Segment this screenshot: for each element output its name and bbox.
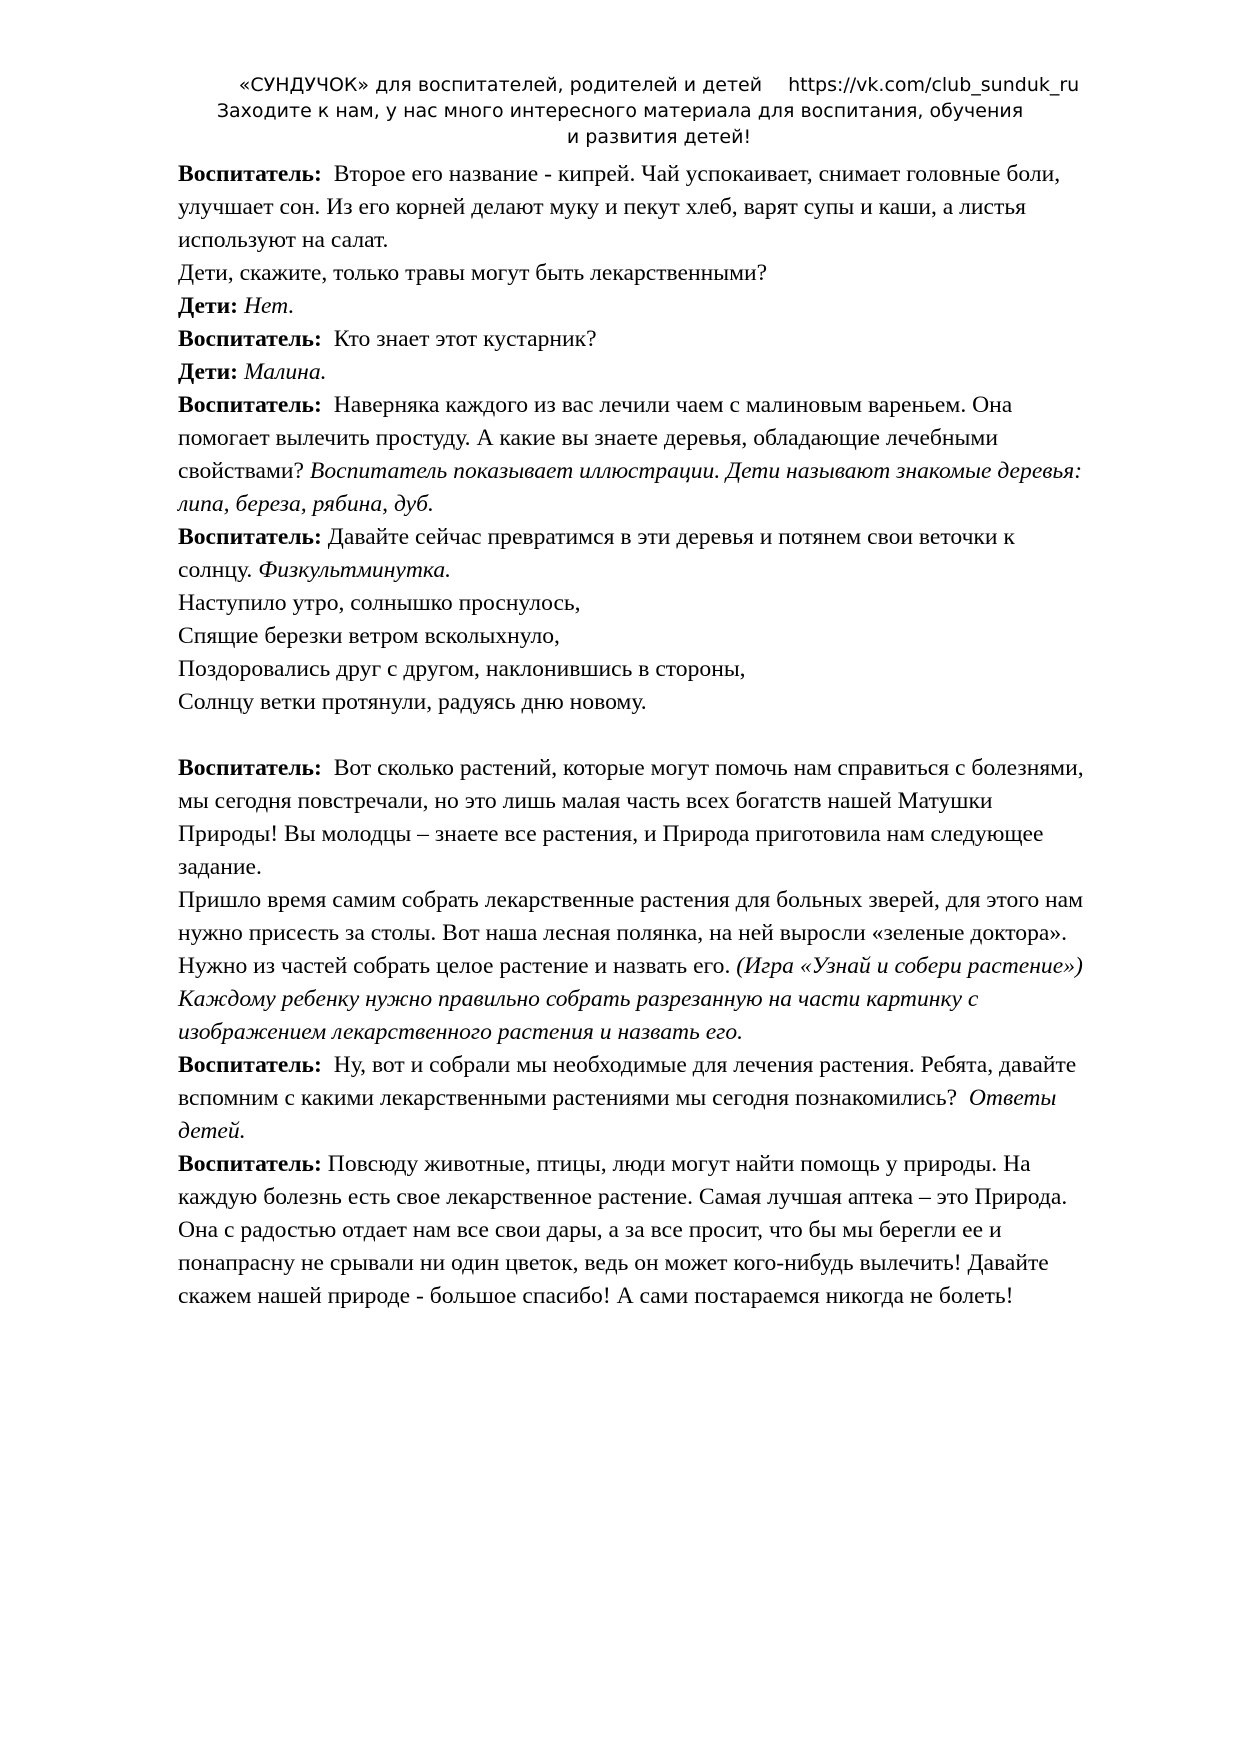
- text-line: [178, 323, 1168, 356]
- text-line: [178, 1049, 1168, 1082]
- line-text: Давайте сейчас превратимся в эти деревья и потянем свои веточки к: [327, 524, 1015, 550]
- poem-line: Поздоровались друг с другом, наклонившись в стороны,: [178, 656, 746, 682]
- line-text: Кто знает этот кустарник?: [333, 326, 597, 352]
- paragraph: [178, 356, 1168, 389]
- paragraph: [178, 257, 1168, 290]
- speaker-label: Воспитатель:: [178, 326, 322, 352]
- blank-line: [178, 719, 1168, 752]
- text-line: [178, 752, 1168, 785]
- page-header: [0, 72, 1240, 150]
- document-body: [178, 158, 1168, 1313]
- stage-direction: Ответы: [968, 1085, 1057, 1111]
- paragraph: [178, 323, 1168, 356]
- text-line: понапрасну не срывали ни один цветок, ведь он может кого-нибудь вылечить! Давайте: [178, 1250, 1049, 1276]
- text-line: [178, 356, 1168, 389]
- stage-direction: изображением лекарственного растения и назвать его.: [178, 1019, 744, 1045]
- paragraph: [178, 1049, 1168, 1148]
- text-line: нужно присесть за столы. Вот наша лесная полянка, на ней выросли «зеленые доктора».: [178, 920, 1068, 946]
- stage-direction: Каждому ребенку нужно правильно собрать разрезанную на части картинку с: [178, 986, 979, 1012]
- paragraph: [178, 521, 1168, 587]
- text-line: Она с радостью отдает нам все свои дары, а за все просит, что бы мы берегли ее и: [178, 1217, 1002, 1243]
- stage-direction: (Игра «Узнай и собери растение»): [736, 953, 1083, 979]
- speaker-label: Дети:: [178, 293, 239, 319]
- stage-direction: Физкультминутка.: [258, 557, 452, 583]
- speaker-label: Дети:: [178, 359, 239, 385]
- text-line: помогает вылечить простуду. А какие вы знаете деревья, обладающие лечебными: [178, 425, 998, 451]
- text-line: [178, 521, 1168, 554]
- header-line-2: Заходите к нам, у нас много интересного материала для воспитания, обучения: [216, 100, 1024, 122]
- header-site-name: «СУНДУЧОК» для воспитателей, родителей и детей: [238, 74, 763, 96]
- text-line: улучшает сон. Из его корней делают муку и пекут хлеб, варят супы и каши, а листья: [178, 194, 1026, 220]
- poem-line: Спящие березки ветром всколыхнуло,: [178, 623, 560, 649]
- paragraph: [178, 1148, 1168, 1313]
- speaker-label: Воспитатель:: [178, 161, 322, 187]
- speaker-label: Воспитатель:: [178, 755, 322, 781]
- poem-line: Солнцу ветки протянули, радуясь дню новому.: [178, 689, 647, 715]
- text-line: каждую болезнь есть свое лекарственное растение. Самая лучшая аптека – это Природа.: [178, 1184, 1068, 1210]
- text-line: [178, 554, 1168, 587]
- text-line: [178, 158, 1168, 191]
- text-line: [178, 290, 1168, 323]
- speaker-label: Воспитатель:: [178, 392, 322, 418]
- text-line: [178, 1082, 1168, 1115]
- speaker-label: Воспитатель:: [178, 1151, 322, 1177]
- text-line: [178, 1148, 1168, 1181]
- text-line: [178, 455, 1168, 488]
- paragraph: [178, 158, 1168, 257]
- answer-text: Малина.: [243, 359, 327, 385]
- speaker-label: Воспитатель:: [178, 524, 322, 550]
- line-text: Ну, вот и собрали мы необходимые для лечения растения. Ребята, давайте: [333, 1052, 1077, 1078]
- header-line-3: и развития детей!: [566, 126, 752, 148]
- line-text: Наверняка каждого из вас лечили чаем с малиновым вареньем. Она: [333, 392, 1013, 418]
- line-text: солнцу.: [178, 557, 253, 583]
- paragraph: [178, 752, 1168, 884]
- header-line-1: [0, 72, 1240, 98]
- text-line: скажем нашей природе - большое спасибо! А сами постараемся никогда не болеть!: [178, 1283, 1014, 1309]
- line-text: Вот сколько растений, которые могут помочь нам справиться с болезнями,: [333, 755, 1084, 781]
- line-text: Повсюду животные, птицы, люди могут найти помощь у природы. На: [327, 1151, 1031, 1177]
- paragraph: [178, 290, 1168, 323]
- line-text: свойствами?: [178, 458, 304, 484]
- stage-direction: детей.: [178, 1118, 246, 1144]
- text-line: Природы! Вы молодцы – знаете все растения, и Природа приготовила нам следующее: [178, 821, 1044, 847]
- header-url: https://vk.com/club_sunduk_ru: [788, 74, 1080, 96]
- text-line: Пришло время самим собрать лекарственные растения для больных зверей, для этого нам: [178, 887, 1084, 913]
- stage-direction: Воспитатель показывает иллюстрации. Дети называют знакомые деревья:: [309, 458, 1083, 484]
- text-line: [178, 950, 1168, 983]
- line-text: Второе его название - кипрей. Чай успокаивает, снимает головные боли,: [333, 161, 1061, 187]
- line-text: вспомним с какими лекарственными растениями мы сегодня познакомились?: [178, 1085, 958, 1111]
- text-line: [178, 389, 1168, 422]
- text-line: Дети, скажите, только травы могут быть лекарственными?: [178, 260, 768, 286]
- poem-line: Наступило утро, солнышко проснулось,: [178, 590, 581, 616]
- answer-text: Нет.: [243, 293, 295, 319]
- paragraph: [178, 389, 1168, 521]
- text-line: используют на салат.: [178, 227, 389, 253]
- poem: [178, 587, 1168, 719]
- speaker-label: Воспитатель:: [178, 1052, 322, 1078]
- stage-direction: липа, береза, рябина, дуб.: [178, 491, 434, 517]
- line-text: Нужно из частей собрать целое растение и назвать его.: [178, 953, 731, 979]
- text-line: мы сегодня повстречали, но это лишь малая часть всех богатств нашей Матушки: [178, 788, 993, 814]
- paragraph: [178, 884, 1168, 1049]
- text-line: задание.: [178, 854, 262, 880]
